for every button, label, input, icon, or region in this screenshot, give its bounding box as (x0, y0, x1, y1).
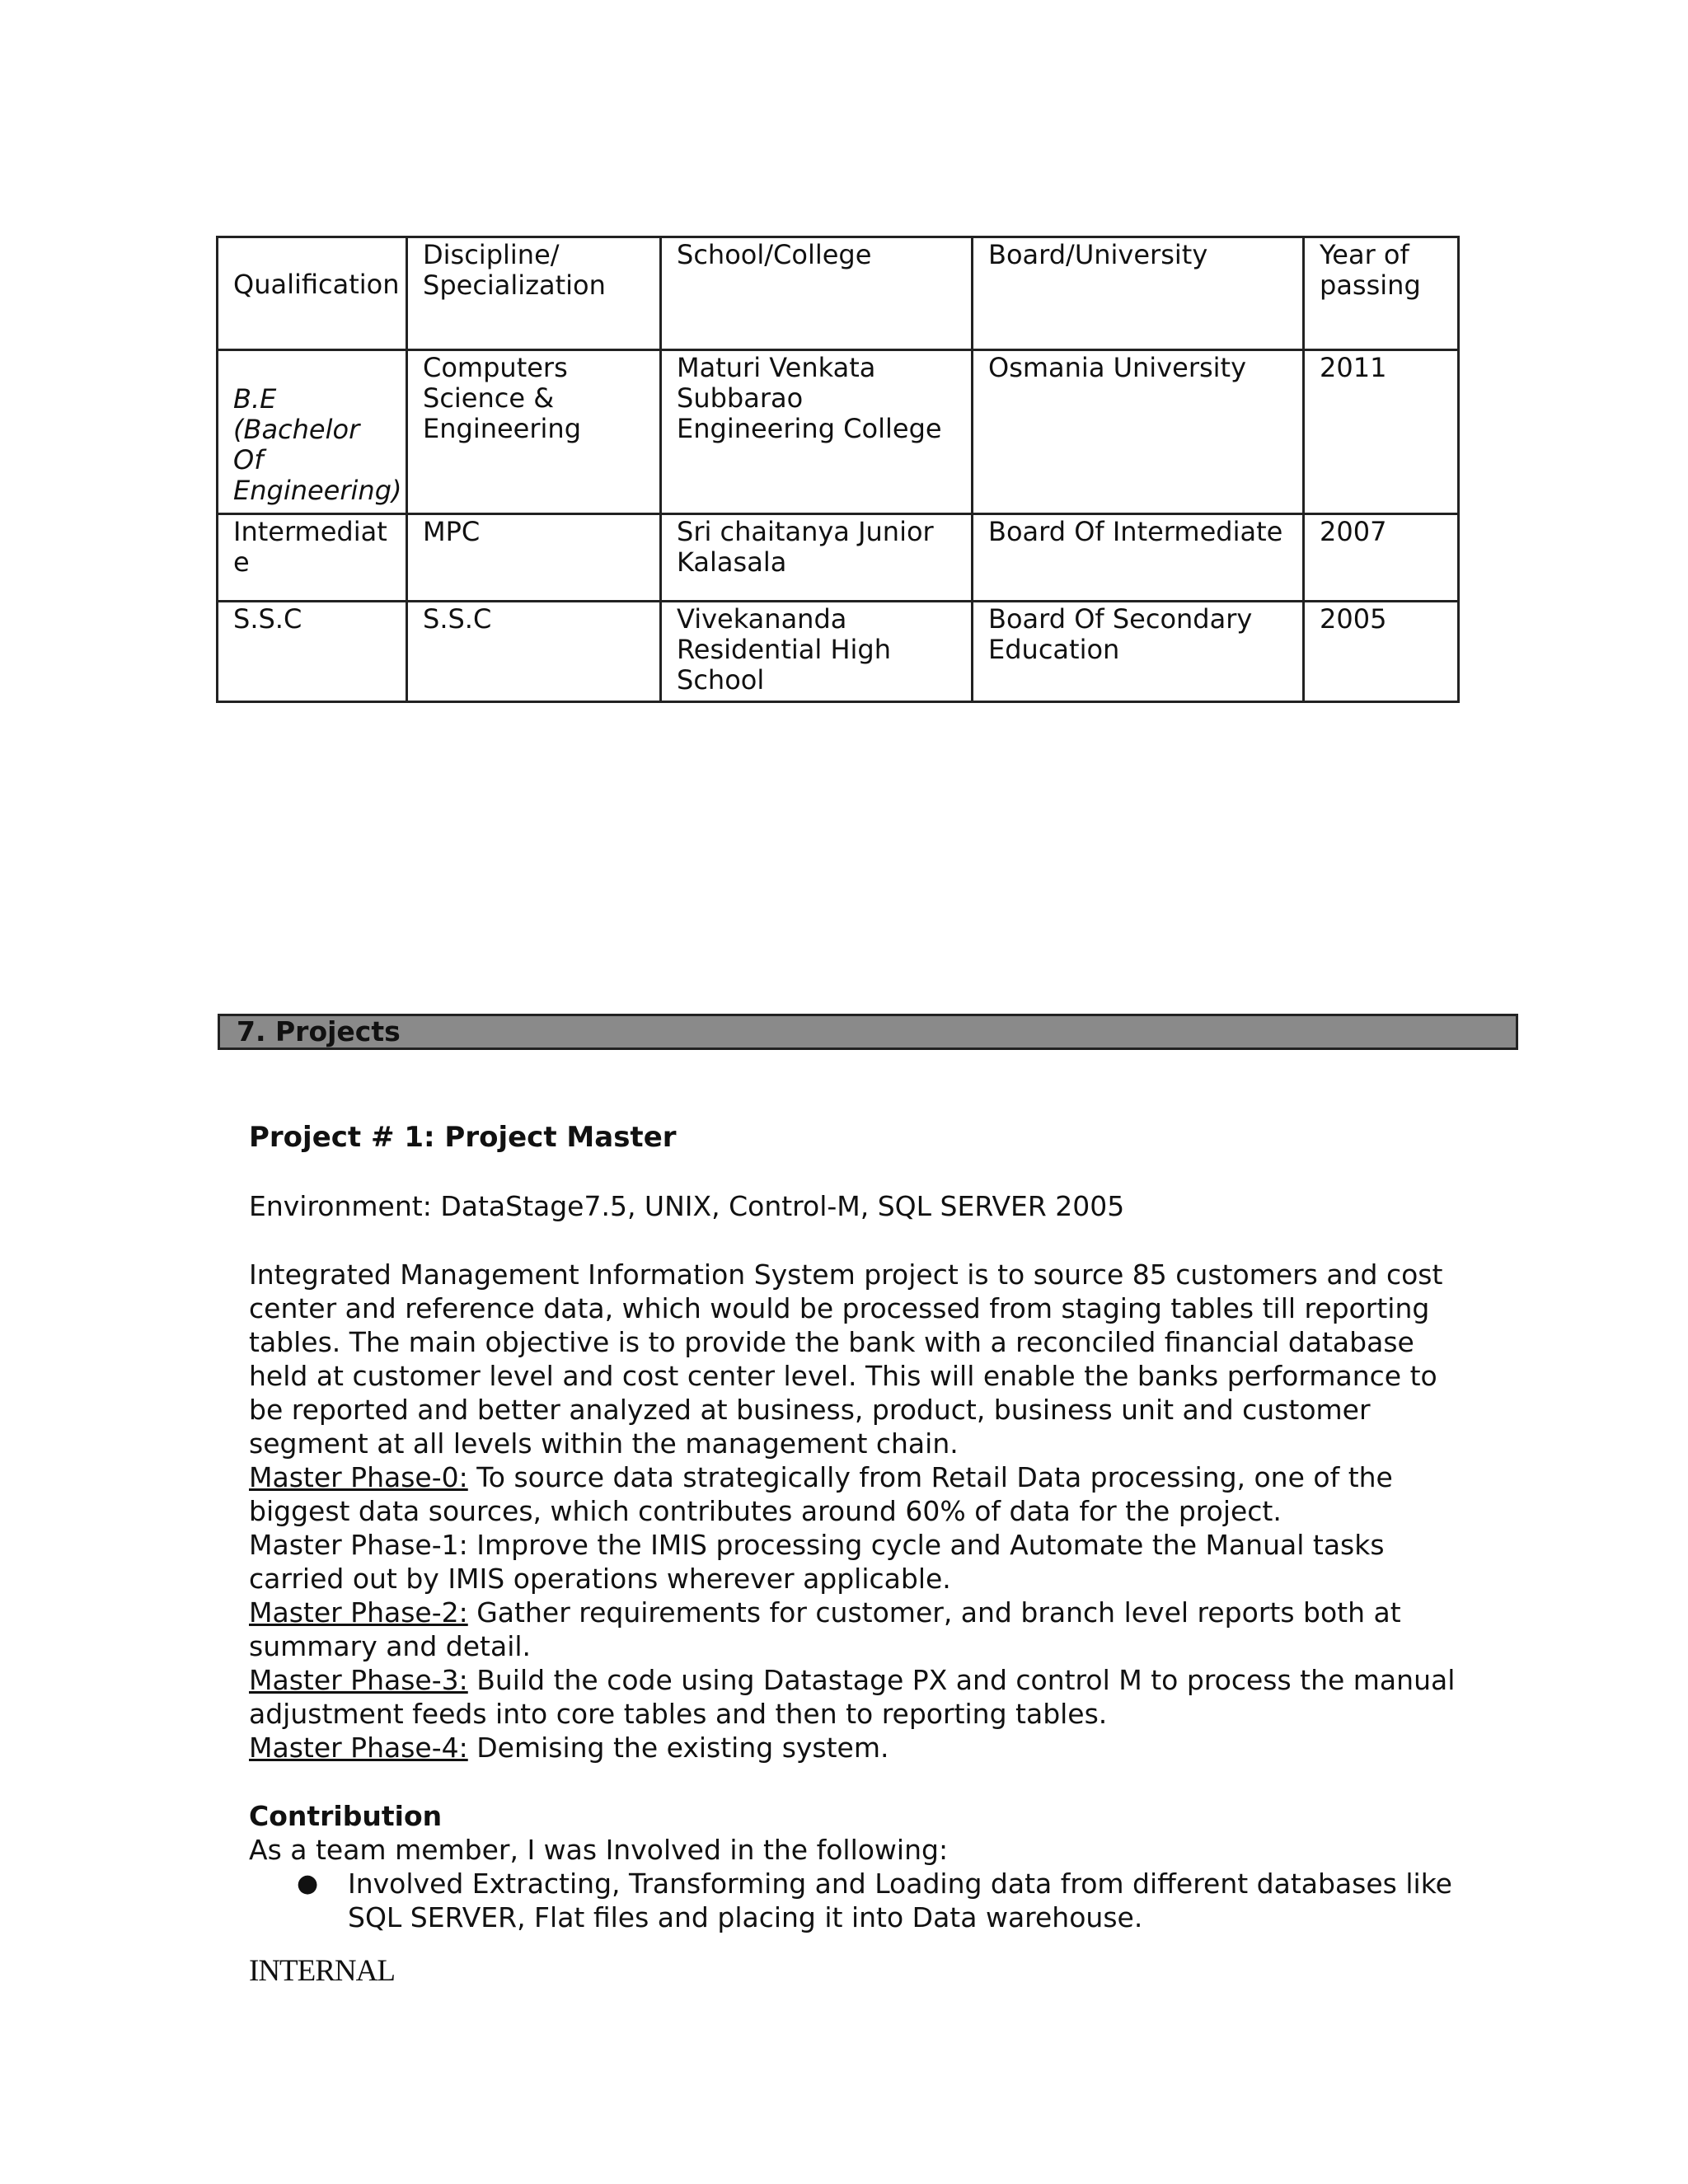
table-header-cell: Year of passing (1304, 237, 1459, 350)
table-cell: Vivekananda Residential High School (661, 602, 973, 702)
footer-classification-label: INTERNAL (249, 1954, 395, 1988)
phase-item (249, 1663, 1469, 1731)
table-cell: Computers Science & Engineering (407, 350, 661, 514)
contribution-title: Contribution (249, 1800, 443, 1832)
table-cell: S.S.C (218, 602, 407, 702)
table-row (218, 350, 1459, 514)
table-header-cell: Discipline/ Specialization (407, 237, 661, 350)
table-row (218, 602, 1459, 702)
table-row (218, 514, 1459, 602)
table-header-cell: Board/University (973, 237, 1304, 350)
phase-label: Master Phase-4: (249, 1732, 468, 1764)
phase-item (249, 1731, 1469, 1765)
contribution-list (249, 1867, 1469, 1934)
phase-item (249, 1596, 1469, 1663)
table-cell: Osmania University (973, 350, 1304, 514)
phase-label: Master Phase-0: (249, 1461, 468, 1493)
table-cell: Intermediate (218, 514, 407, 602)
phase-text: To source data strategically from Retail Data processing, one of the biggest data sources, which contributes around 60% of data for the project. (249, 1461, 1393, 1527)
table-cell: 2011 (1304, 350, 1459, 514)
table-cell: 2007 (1304, 514, 1459, 602)
phase-label: Master Phase-1: (249, 1529, 468, 1561)
phase-text: Improve the IMIS processing cycle and Automate the Manual tasks carried out by IMIS operations wherever applicable. (249, 1529, 1385, 1595)
table-cell: 2005 (1304, 602, 1459, 702)
list-item-text: Involved Extracting, Transforming and Loading data from different databases like SQL SERVER, Flat files and placing it into Data warehouse. (348, 1868, 1452, 1933)
table-header-row (218, 237, 1459, 350)
phase-label: Master Phase-3: (249, 1664, 468, 1696)
project-description: Integrated Management Information System project is to source 85 customers and cost center and reference data, which would be processed from staging tables till reporting tables. The main objective is to provide the bank with a reconciled financial database held at customer level and cost center level. This will enable the banks performance to be reported and better analyzed at business, product, business unit and customer segment at all levels within the management chain. (249, 1258, 1443, 1460)
education-table (216, 236, 1460, 703)
project-content (249, 1121, 1469, 1934)
table-cell: Board Of Intermediate (973, 514, 1304, 602)
table-cell: Board Of Secondary Education (973, 602, 1304, 702)
project-title: Project # 1: Project Master (249, 1121, 677, 1154)
table-header-cell: Qualification (218, 237, 407, 350)
phase-label: Master Phase-2: (249, 1596, 468, 1629)
table-cell: S.S.C (407, 602, 661, 702)
project-environment: Environment: DataStage7.5, UNIX, Control-M, SQL SERVER 2005 (249, 1190, 1125, 1222)
table-cell: Sri chaitanya Junior Kalasala (661, 514, 973, 602)
phase-item (249, 1460, 1469, 1528)
bullet-icon: ● (297, 1869, 319, 1898)
table-cell: MPC (407, 514, 661, 602)
contribution-intro: As a team member, I was Involved in the following: (249, 1834, 949, 1866)
phase-text: Gather requirements for customer, and branch level reports both at summary and detail. (249, 1596, 1401, 1662)
table-cell: B.E (Bachelor Of Engineering) (218, 350, 407, 514)
phase-text: Demising the existing system. (467, 1732, 889, 1764)
section-header-projects: 7. Projects (218, 1014, 1518, 1050)
phase-text: Build the code using Datastage PX and control M to process the manual adjustment feeds into core tables and then to reporting tables. (249, 1664, 1456, 1730)
phase-item (249, 1528, 1469, 1596)
list-item (297, 1867, 1469, 1934)
table-cell: Maturi Venkata Subbarao Engineering College (661, 350, 973, 514)
table-header-cell: School/College (661, 237, 973, 350)
